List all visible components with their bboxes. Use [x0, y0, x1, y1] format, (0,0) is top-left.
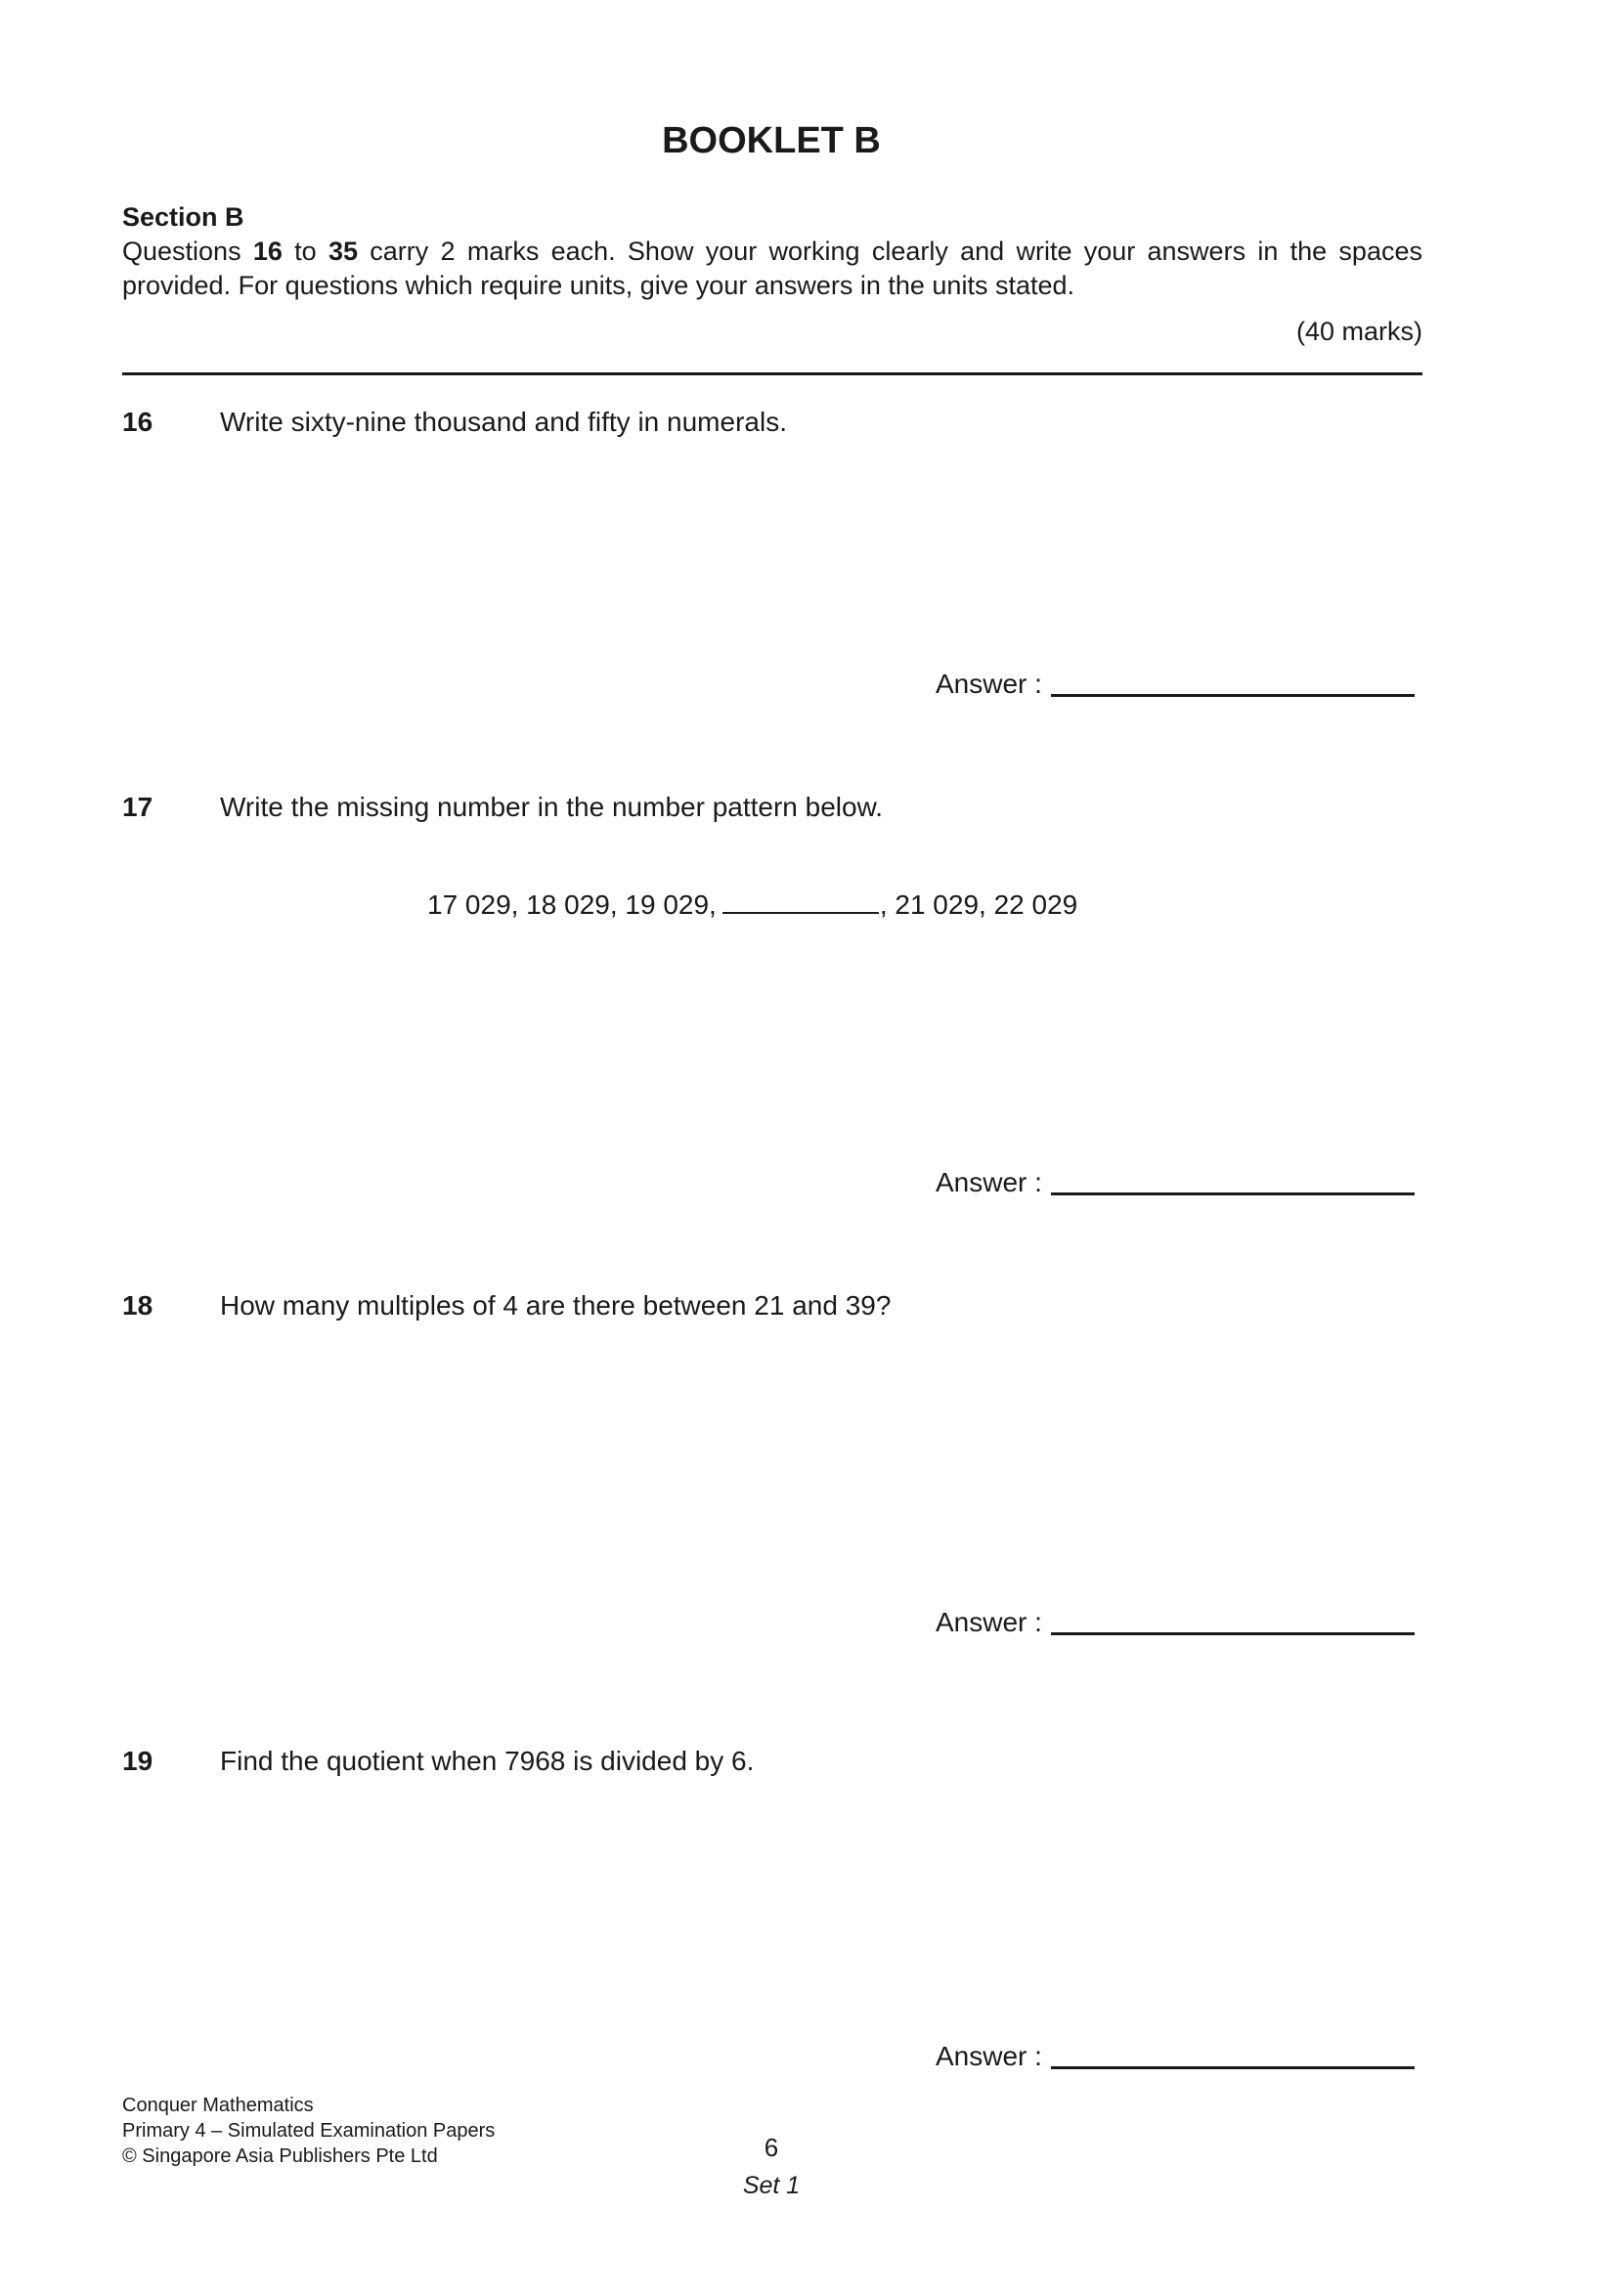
pattern-before: 17 029, 18 029, 19 029, — [427, 889, 717, 920]
question-19-text: Find the quotient when 7968 is divided by 6. — [220, 1746, 755, 1776]
answer-label: Answer : — [936, 1167, 1042, 1197]
answer-label: Answer : — [936, 669, 1042, 699]
instructions-to-question: 35 — [328, 237, 358, 266]
question-17-number: 17 — [122, 792, 153, 822]
set-label: Set 1 — [742, 2172, 801, 2199]
instructions-from-question: 16 — [252, 237, 283, 266]
answer-input-line[interactable] — [1051, 2066, 1415, 2069]
question-19-answer — [936, 2039, 1415, 2074]
instructions-text: carry 2 marks each. Show your working clearly and write your answers in the spaces provided. For questions which require units, give your answers in the units stated. — [122, 237, 1422, 300]
instructions-text: Questions — [122, 237, 253, 266]
section-instructions — [122, 235, 1422, 303]
question-16-text: Write sixty-nine thousand and fifty in numerals. — [220, 407, 787, 437]
answer-input-line[interactable] — [1051, 1192, 1415, 1195]
pattern-after: , 21 029, 22 029 — [879, 889, 1078, 920]
footer-copyright: © Singapore Asia Publishers Pte Ltd — [122, 2145, 438, 2167]
number-pattern — [427, 888, 1077, 923]
section-title: Section B — [122, 202, 244, 232]
booklet-title: BOOKLET B — [662, 120, 881, 161]
total-marks: (40 marks) — [1295, 317, 1422, 346]
instructions-text: to — [282, 237, 328, 266]
question-18-text: How many multiples of 4 are there between 21 and 39? — [220, 1290, 892, 1321]
question-18-number: 18 — [122, 1290, 153, 1321]
question-17-text: Write the missing number in the number pattern below. — [220, 792, 884, 822]
question-16-answer — [936, 667, 1415, 702]
answer-input-line[interactable] — [1051, 1632, 1415, 1635]
section-divider — [122, 372, 1422, 375]
footer-series: Primary 4 – Simulated Examination Papers — [122, 2120, 496, 2142]
question-17-answer — [936, 1165, 1415, 1200]
question-16-number: 16 — [122, 407, 153, 437]
page-number: 6 — [764, 2133, 779, 2162]
answer-label: Answer : — [936, 1607, 1042, 1637]
answer-label: Answer : — [936, 2041, 1042, 2071]
answer-input-line[interactable] — [1051, 694, 1415, 697]
footer-book-title: Conquer Mathematics — [122, 2095, 314, 2116]
question-19-number: 19 — [122, 1746, 153, 1776]
question-18-answer — [936, 1605, 1415, 1640]
pattern-blank[interactable] — [722, 911, 879, 914]
section-header — [122, 200, 1422, 303]
